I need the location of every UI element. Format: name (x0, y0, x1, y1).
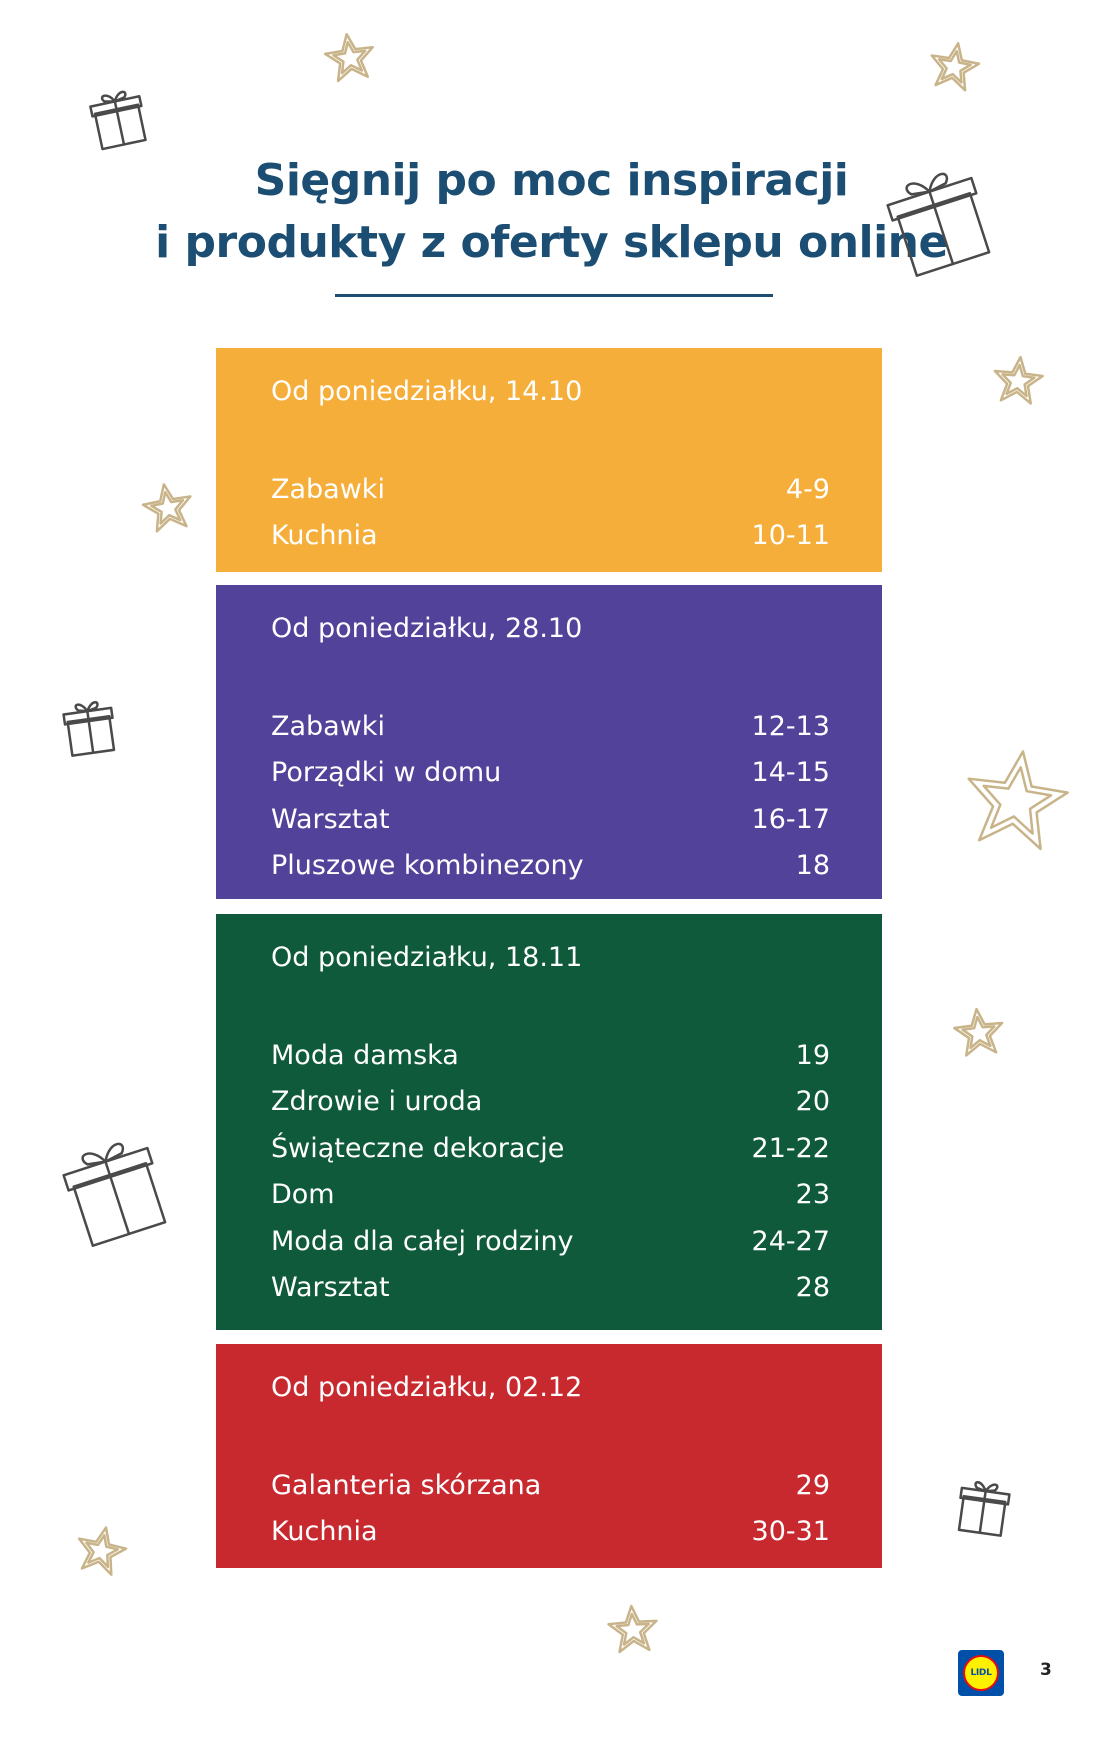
page-number: 3 (1040, 1660, 1052, 1680)
list-item (271, 1509, 830, 1556)
gift-box-icon (880, 160, 1000, 288)
item-pages: 24-27 (751, 1225, 830, 1257)
item-label: Warsztat (271, 1272, 390, 1304)
lidl-logo (958, 1650, 1004, 1696)
item-pages: 12-13 (751, 710, 830, 742)
section-heading: Od poniedziałku, 18.11 (271, 942, 583, 973)
section-18-11 (216, 914, 882, 1330)
gift-box-icon (56, 694, 124, 766)
item-pages: 10-11 (751, 520, 830, 552)
item-pages: 28 (795, 1272, 830, 1304)
star-outline-icon (140, 480, 196, 536)
section-heading: Od poniedziałku, 02.12 (271, 1372, 583, 1403)
item-label: Dom (271, 1179, 335, 1211)
item-pages: 4-9 (785, 473, 830, 505)
item-pages: 23 (795, 1179, 830, 1211)
item-pages: 19 (795, 1039, 830, 1071)
item-pages: 29 (795, 1469, 830, 1501)
gift-box-icon (84, 84, 154, 158)
item-label: Pluszowe kombinezony (271, 850, 584, 882)
list-item (271, 750, 830, 797)
title-underline (335, 294, 773, 297)
list-item (271, 1125, 830, 1172)
star-outline-icon (603, 1600, 663, 1660)
item-pages: 16-17 (751, 803, 830, 835)
item-pages: 21-22 (751, 1132, 830, 1164)
section-heading: Od poniedziałku, 28.10 (271, 613, 583, 644)
item-label: Galanteria skórzana (271, 1469, 542, 1501)
list-item (271, 466, 830, 513)
list-item (271, 513, 830, 560)
list-item (271, 1265, 830, 1312)
section-item-list (271, 1462, 830, 1555)
page-title-line-2: i produkty z oferty sklepu online (155, 217, 948, 268)
item-label: Kuchnia (271, 1516, 378, 1548)
item-pages: 30-31 (751, 1516, 830, 1548)
list-item (271, 1462, 830, 1509)
list-item (271, 1172, 830, 1219)
section-item-list (271, 466, 830, 559)
star-outline-icon (960, 745, 1072, 857)
lidl-logo-text: LIDL (963, 1655, 999, 1691)
star-outline-icon (925, 38, 983, 96)
item-label: Zabawki (271, 473, 385, 505)
star-outline-icon (990, 353, 1046, 409)
list-item (271, 796, 830, 843)
item-label: Moda damska (271, 1039, 459, 1071)
item-label: Zdrowie i uroda (271, 1086, 483, 1118)
section-item-list (271, 1032, 830, 1311)
section-14-10 (216, 348, 882, 572)
list-item (271, 843, 830, 890)
list-item (271, 1079, 830, 1126)
item-label: Zabawki (271, 710, 385, 742)
list-item (271, 1218, 830, 1265)
list-item (271, 1032, 830, 1079)
item-label: Moda dla całej rodziny (271, 1225, 574, 1257)
star-outline-icon (322, 30, 378, 86)
section-02-12 (216, 1344, 882, 1568)
star-outline-icon (72, 1522, 130, 1580)
gift-box-icon (56, 1130, 176, 1258)
item-label: Porządki w domu (271, 757, 502, 789)
section-item-list (271, 703, 830, 889)
item-label: Warsztat (271, 803, 390, 835)
item-label: Świąteczne dekoracje (271, 1132, 565, 1164)
item-label: Kuchnia (271, 520, 378, 552)
gift-box-icon (950, 1474, 1016, 1546)
star-outline-icon (950, 1004, 1008, 1062)
item-pages: 14-15 (751, 757, 830, 789)
page-title-line-1: Sięgnij po moc inspiracji (254, 155, 849, 206)
item-pages: 20 (795, 1086, 830, 1118)
list-item (271, 703, 830, 750)
section-28-10 (216, 585, 882, 899)
section-heading: Od poniedziałku, 14.10 (271, 376, 583, 407)
item-pages: 18 (795, 850, 830, 882)
